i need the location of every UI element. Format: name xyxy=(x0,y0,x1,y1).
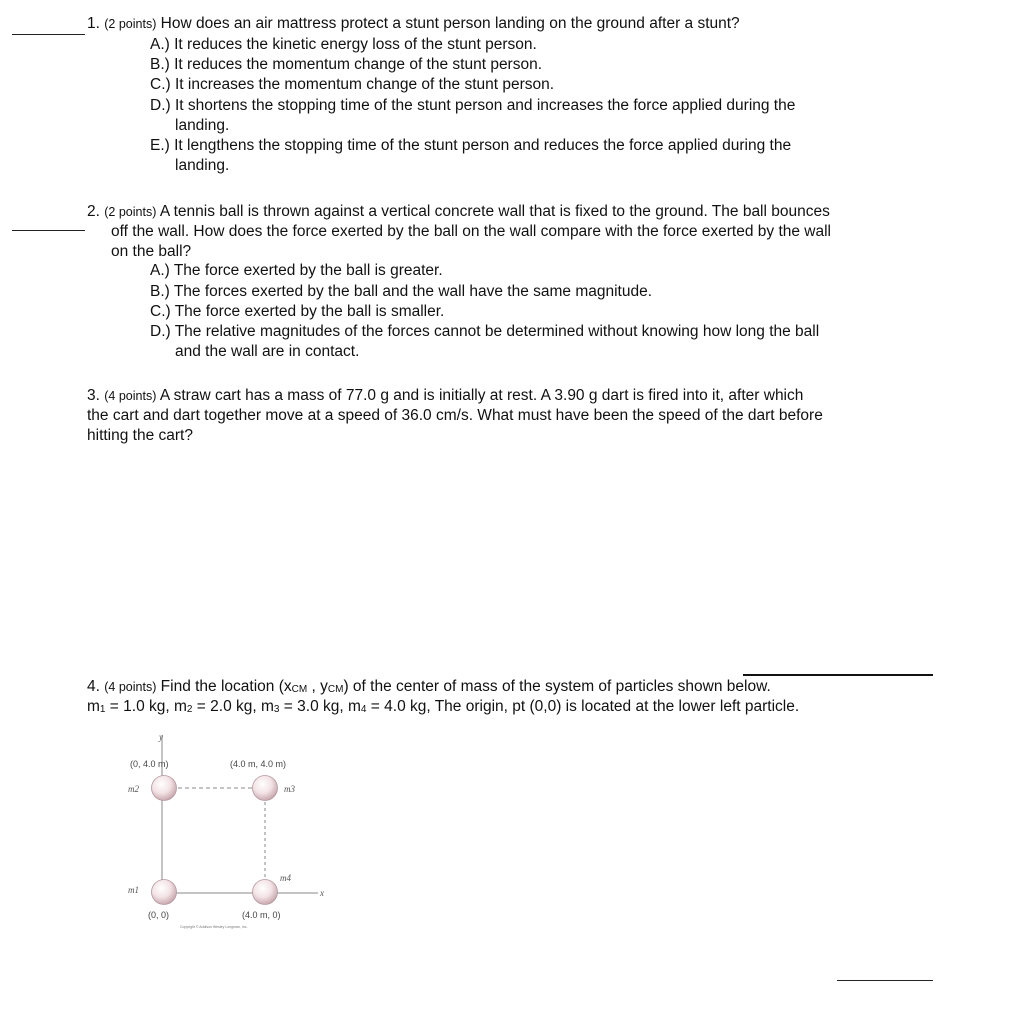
question-4-text-c: ) of the center of mass of the system of particles shown below. xyxy=(343,678,771,695)
mass-m2-sub: 2 xyxy=(186,704,193,715)
label-top-right: (4.0 m, 4.0 m) xyxy=(230,759,287,769)
mass-label-m3: m3 xyxy=(284,784,295,794)
label-bottom-left: (0, 0) xyxy=(148,910,170,920)
question-2-number: 2. xyxy=(87,203,100,220)
mass-m4-value: = 4.0 kg, xyxy=(366,698,435,715)
question-4-sub-cm-x: CM xyxy=(291,684,308,695)
mass-m1-value: = 1.0 kg, xyxy=(105,698,174,715)
question-4-sub-cm-y: CM xyxy=(327,684,344,695)
mass-m3-sub: 3 xyxy=(273,704,280,715)
label-bottom-right: (4.0 m, 0) xyxy=(242,910,281,920)
label-top-left: (0, 4.0 m) xyxy=(130,759,169,769)
mass-m1-sub: 1 xyxy=(99,704,106,715)
q1-choice-b: B.) It reduces the momentum change of the stunt person. xyxy=(150,56,543,73)
answer-blank-q4[interactable] xyxy=(743,674,933,676)
q2-choice-b: B.) The forces exerted by the ball and the wall have the same magnitude. xyxy=(150,283,653,300)
q1-choice-a: A.) It reduces the kinetic energy loss of the stunt person. xyxy=(150,36,537,53)
particle-m2 xyxy=(152,776,177,801)
answer-blank-bottom[interactable] xyxy=(837,980,933,981)
question-4-points: (4 points) xyxy=(104,680,157,694)
q1-choice-e: E.) It lengthens the stopping time of the stunt person and reduces the force applied during the xyxy=(150,137,792,154)
question-4-masses xyxy=(87,697,799,720)
answer-blank-q1[interactable] xyxy=(12,34,85,35)
question-3-text-2: the cart and dart together move at a speed of 36.0 cm/s. What must have been the speed of the dart before xyxy=(87,407,823,424)
mass-m2-symbol: m xyxy=(174,698,187,715)
question-1-text: How does an air mattress protect a stunt person landing on the ground after a stunt? xyxy=(160,15,740,32)
question-4-number: 4. xyxy=(87,678,100,695)
question-2-text-2: off the wall. How does the force exerted by the ball on the wall compare with the force exerted by the wall xyxy=(111,223,831,240)
q1-choice-d-cont: landing. xyxy=(175,117,230,134)
mass-m4-sub: 4 xyxy=(360,704,367,715)
q1-choice-c: C.) It increases the momentum change of the stunt person. xyxy=(150,76,555,93)
particle-m3 xyxy=(253,776,278,801)
mass-m2-value: = 2.0 kg, xyxy=(192,698,261,715)
question-2-points: (2 points) xyxy=(104,205,157,219)
question-3-text-3: hitting the cart? xyxy=(87,427,193,444)
mass-label-m2: m2 xyxy=(128,784,139,794)
q1-choice-d: D.) It shortens the stopping time of the stunt person and increases the force applied during the xyxy=(150,97,796,114)
q2-choice-d: D.) The relative magnitudes of the forces cannot be determined without knowing how long the ball xyxy=(150,323,820,340)
figure-caption: Copyright © Addison Wesley Longman, Inc. xyxy=(180,925,248,929)
particle-m1 xyxy=(152,880,177,905)
origin-note: The origin, pt (0,0) is located at the lower left particle. xyxy=(434,698,800,715)
question-2-text-1: A tennis ball is thrown against a vertical concrete wall that is fixed to the ground. The ball bounces xyxy=(159,203,830,220)
question-1-points: (2 points) xyxy=(104,17,157,31)
mass-m1-symbol: m xyxy=(87,698,100,715)
answer-blank-q2[interactable] xyxy=(12,230,85,231)
mass-m4-symbol: m xyxy=(348,698,361,715)
question-3-text-1: A straw cart has a mass of 77.0 g and is initially at rest. A 3.90 g dart is fired into it, after which xyxy=(159,387,804,404)
question-2-text-3: on the ball? xyxy=(111,243,192,260)
q2-choice-a: A.) The force exerted by the ball is greater. xyxy=(150,262,443,279)
y-axis-label: y xyxy=(159,732,163,742)
mass-m3-symbol: m xyxy=(261,698,274,715)
particle-m4 xyxy=(253,880,278,905)
mass-m3-value: = 3.0 kg, xyxy=(279,698,348,715)
particle-system-figure xyxy=(110,725,350,940)
question-4-text-b: , y xyxy=(307,678,328,695)
question-2-stem xyxy=(87,202,830,222)
question-4-text-a: Find the location (x xyxy=(160,678,292,695)
question-1-number: 1. xyxy=(87,15,100,32)
mass-label-m1: m1 xyxy=(128,885,139,895)
question-3-number: 3. xyxy=(87,387,100,404)
question-3-points: (4 points) xyxy=(104,389,157,403)
question-1-stem xyxy=(87,14,740,34)
mass-label-m4: m4 xyxy=(280,873,291,883)
x-axis-label: x xyxy=(320,888,324,898)
question-3-stem xyxy=(87,386,803,406)
q1-choice-e-cont: landing. xyxy=(175,157,230,174)
q2-choice-c: C.) The force exerted by the ball is smaller. xyxy=(150,303,445,320)
q2-choice-d-cont: and the wall are in contact. xyxy=(175,343,360,360)
